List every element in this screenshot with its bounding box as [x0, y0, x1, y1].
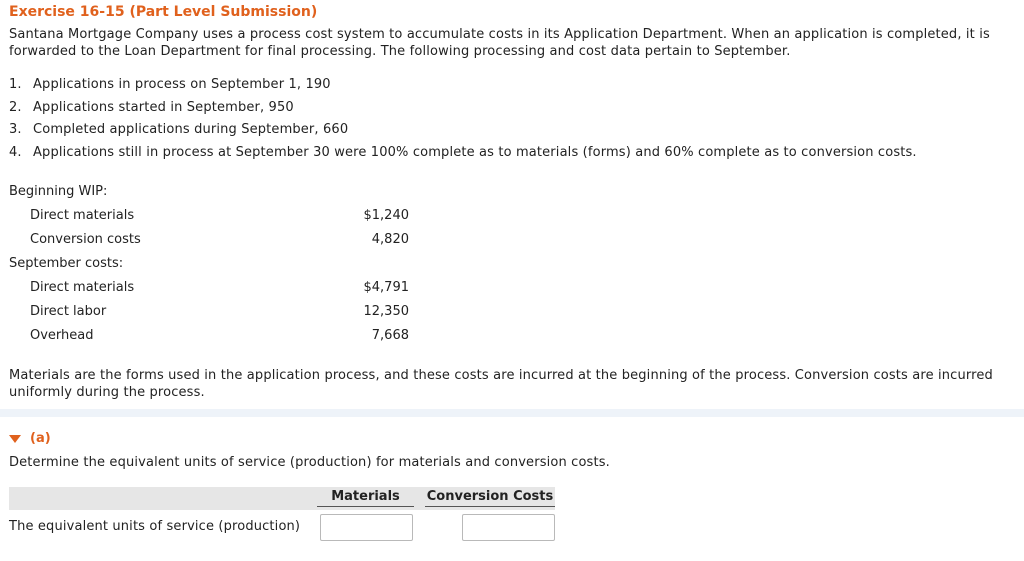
column-header-materials: Materials — [317, 487, 414, 507]
cost-row — [9, 232, 409, 256]
cost-row — [9, 328, 409, 352]
note-paragraph: Materials are the forms used in the application process, and these costs are incurred at the beginning of the process. Conversion costs are incurred uniformly during the process. — [9, 368, 993, 400]
list-item: 1. Applications in process on September 1, 190 — [9, 77, 331, 92]
part-a-toggle[interactable] — [9, 431, 51, 446]
answer-table-header — [9, 487, 555, 510]
sep-direct-labor-label: Direct labor — [30, 304, 107, 319]
materials-units-input[interactable] — [320, 514, 413, 541]
cost-row — [9, 280, 409, 304]
sep-direct-materials-label: Direct materials — [30, 280, 135, 295]
section-divider — [0, 409, 1024, 417]
cost-row — [9, 208, 409, 232]
bw-conversion-costs-value: 4,820 — [371, 232, 409, 247]
list-item: 3. Completed applications during September, 660 — [9, 122, 349, 137]
september-costs-label: September costs: — [9, 256, 124, 271]
cost-row — [9, 184, 409, 208]
caret-down-icon — [9, 435, 21, 443]
exercise-title: Exercise 16-15 (Part Level Submission) — [9, 4, 318, 20]
bw-conversion-costs-label: Conversion costs — [30, 232, 141, 247]
question-text: Determine the equivalent units of service (production) for materials and conversion costs. — [9, 455, 610, 470]
intro-paragraph: Santana Mortgage Company uses a process cost system to accumulate costs in its Application Department. When an application is completed, it is forwarded to the Loan Department for final processing. The following processing and cost data pertain to September. — [9, 27, 990, 59]
sep-overhead-label: Overhead — [30, 328, 94, 343]
list-item: 2. Applications started in September, 950 — [9, 99, 294, 115]
conversion-units-input[interactable] — [462, 514, 555, 541]
list-item: 4. Applications still in process at September 30 were 100% complete as to materials (forms) and 60% complete as to conversion costs. — [9, 144, 917, 160]
sep-overhead-value: 7,668 — [371, 328, 409, 343]
bw-direct-materials-label: Direct materials — [30, 208, 135, 223]
answer-row-label: The equivalent units of service (production) — [9, 519, 301, 534]
beginning-wip-label: Beginning WIP: — [9, 184, 108, 199]
cost-row — [9, 256, 409, 280]
bw-direct-materials-value: $1,240 — [363, 208, 409, 223]
sep-direct-materials-value: $4,791 — [363, 280, 409, 295]
data-list — [9, 77, 917, 167]
cost-table — [9, 184, 409, 352]
cost-row — [9, 304, 409, 328]
column-header-conversion-costs: Conversion Costs — [425, 487, 555, 507]
part-a-label: (a) — [30, 431, 51, 446]
sep-direct-labor-value: 12,350 — [363, 304, 409, 319]
